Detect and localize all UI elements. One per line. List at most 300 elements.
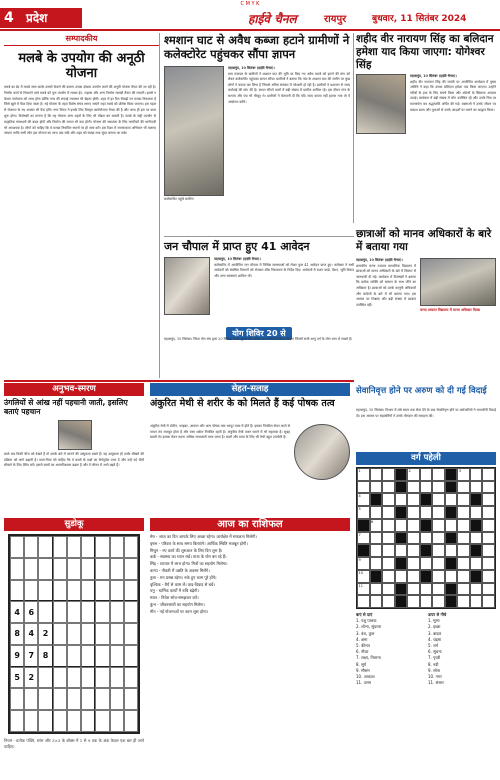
crossword-cell — [470, 532, 483, 545]
crossword-cell — [432, 532, 445, 545]
issue-date: बुधवार, 11 सितंबर 2024 — [372, 14, 467, 24]
sudoku-cell — [24, 536, 38, 558]
editorial-label: सम्पादकीय — [4, 33, 159, 46]
editorial-body: मलबे का ढेर में मलबे जमा करके उनको फेंकने की बजाय उनका दोबारा उपयोग करने की अनूठी योजना तैयार की जा रही है। निर्माण कार्य से निकलने वाले मलबे को पुनः उपयोग में लाकर ईंट, टाइल्स और अन्य निर्माण सामग्री तैयार की जाएगी। इससे न केवल पर्यावरण को लाभ होगा बल्कि नगर की सफाई व्यवस्था भी बेहतर होगी। शहर में हर दिन सैकड़ों टन मलबा निकलता है जिसे खुले में फेंक दिया जाता है। नई योजना के तहत विशेष संयंत्र लगाए जाएंगे जहां मलबे को प्रोसेस किया जाएगा। इस पहल से रोजगार के नए अवसर भी पैदा होंगे। नगर निगम ने इसके लिए विस्तृत कार्ययोजना तैयार की है और जल्द ही इस पर काम शुरू होगा। विशेषज्ञों का मानना है कि यह योजना अन्य शहरों के लिए भी मॉडल बन सकती है। मलबे के सही उपयोग से प्राकृतिक संसाधनों की बचत होगी और निर्माण की लागत भी कम होगी। योजना की सफलता के लिए नागरिकों की भागीदारी भी आवश्यक है। लोगों को चाहिए कि वे मलबा निर्धारित स्थानों पर ही जमा करें। इस दिशा में जागरूकता अभियान भी चलाया जाएगा ताकि सभी लोग इस योजना का लाभ उठा सकें और शहर को स्वच्छ तथा सुंदर बनाया जा सके। — [4, 85, 156, 136]
sudoku-cell — [10, 688, 24, 710]
crossword-cell — [470, 493, 483, 506]
crossword-cell — [407, 532, 420, 545]
crossword-cell — [445, 595, 458, 608]
sudoku-cell — [53, 536, 67, 558]
story-students-body — [356, 258, 416, 378]
crossword-cell — [382, 570, 395, 583]
sudoku-cell — [110, 558, 124, 580]
crossword-clue: 8. सूर्य — [356, 661, 367, 667]
sudoku-cell — [10, 558, 24, 580]
story-cremation-body — [228, 66, 350, 234]
crossword-cell — [470, 468, 483, 481]
story-headline: जन चौपाल में प्राप्त हुए 41 आवेदन — [164, 240, 310, 253]
crossword-cell — [370, 570, 383, 583]
rashi-item: तुला - मन प्रसन्न रहेगा। रुके हुए काम पूरे होंगे। — [150, 574, 217, 580]
sudoku-cell — [53, 601, 67, 623]
story-photo — [164, 257, 210, 315]
story-body: ग्राम पंचायत के ग्रामीणों ने श्मशान घाट की भूमि पर किए गए अवैध कब्जे को हटाने की मांग को लेकर कलेक्टोरेट पहुंचकर ज्ञापन सौंपा। ग्रामीणों ने बताया कि गांव के श्मशान घाट की जमीन पर कुछ लोगों ने कब्जा कर लिया है जिससे अंतिम संस्कार में परेशानी हो रही है। ग्रामीणों ने प्रशासन से जल्द कार्रवाई की मांग की है। ज्ञापन सौंपने वालों में बड़ी संख्या में ग्रामीण शामिल रहे। इस दौरान गांव के सरपंच और पंच भी मौजूद थे। ग्रामीणों ने चेतावनी दी कि यदि जल्द कब्जा नहीं हटाया गया तो वे आंदोलन करेंगे। — [228, 71, 350, 104]
sudoku-cell — [110, 623, 124, 645]
photo-caption: कन्या उच्चतर विद्यालय में मानव अधिकार दिवस — [420, 308, 481, 312]
sudoku-cell: 4 — [10, 601, 24, 623]
crossword-cell — [432, 481, 445, 494]
crossword-cell — [432, 557, 445, 570]
crossword-cell — [370, 583, 383, 596]
crossword-cell — [432, 506, 445, 519]
crossword-cell — [482, 544, 495, 557]
rashi-item: मेष - आज का दिन आपके लिए अच्छा रहेगा। कार्यक्षेत्र में सफलता मिलेगी। — [150, 534, 257, 539]
sudoku-cell: 8 — [10, 623, 24, 645]
crossword-cell — [370, 481, 383, 494]
crossword-clue: 5. कीमत — [356, 643, 370, 649]
crossword-clue: 5. धर्म — [428, 643, 438, 649]
crossword-cell — [457, 557, 470, 570]
crossword-cell — [407, 506, 420, 519]
crossword-cell — [482, 557, 495, 570]
sudoku-cell — [110, 688, 124, 710]
health-body: अंकुरित मेथी में प्रोटीन, फाइबर, आयरन और अन्य पोषक तत्व भरपूर मात्रा में होते हैं। इसका नियमित सेवन करने से पाचन तंत्र मजबूत होता है और रक्त शर्करा नियंत्रित रहती है। अंकुरित मेथी वजन घटाने में भी सहायक है। सुबह खाली पेट इसका सेवन करना अधिक लाभकारी माना जाता है। बालों और त्वचा के लिए भी मेथी बहुत उपयोगी है। — [150, 424, 290, 440]
story-seminar — [356, 386, 496, 396]
sudoku-cell: 4 — [24, 623, 38, 645]
crossword-clue: 1. मूल्य — [428, 618, 440, 624]
sudoku-cell — [38, 667, 52, 689]
crossword-cell — [407, 481, 420, 494]
crossword-cell — [445, 519, 458, 532]
sudoku-cell — [81, 710, 95, 732]
rashi-item: वृषभ - परिवार के साथ समय बिताएंगे। आर्थिक स्थिति मजबूत होगी। — [150, 540, 248, 546]
down-title: ऊपर से नीचे — [428, 612, 447, 617]
sudoku-cell: 2 — [24, 667, 38, 689]
crossword-cell — [420, 519, 433, 532]
sudoku-cell — [110, 601, 124, 623]
story-headline: सेवानिवृत्त होने पर अरुण को दी गई विदाई — [356, 386, 487, 396]
crossword-cell: 3 — [457, 468, 470, 481]
crossword-cell — [382, 468, 395, 481]
story-dateline: महासमुंद, 10 सितंबर (हाईवे चैनल)। — [228, 66, 275, 70]
crossword-cell — [445, 468, 458, 481]
crossword-cell — [470, 595, 483, 608]
sudoku-cell — [81, 558, 95, 580]
masthead — [0, 8, 500, 28]
sudoku-cell: 9 — [10, 645, 24, 667]
crossword-cell — [395, 595, 408, 608]
crossword-cell — [395, 544, 408, 557]
story-dateline: महासमुंद, 10 सितंबर (हाईवे चैनल)। — [356, 258, 403, 262]
sudoku-cell — [124, 710, 138, 732]
crossword-clue: 4. चंद्रमा — [428, 636, 442, 642]
section-name: प्रदेश — [25, 11, 48, 25]
crossword-title: वर्ग पहेली — [356, 452, 496, 465]
sudoku-cell — [24, 710, 38, 732]
story-yoga-body: महासमुंद, 10 सितंबर। जिला योग संघ द्वारा 20 सितंबर से नि:शुल्क योग शिविर का आयोजन किया जाएगा जिसमें सभी आयु वर्ग के लोग भाग ले सकते हैं। — [164, 337, 353, 341]
sudoku-cell — [95, 623, 109, 645]
opinion-column — [4, 398, 144, 416]
rashifal-title: आज का राशिफल — [150, 518, 350, 531]
story-martyr — [356, 33, 496, 72]
crossword-cell — [482, 570, 495, 583]
section-box — [0, 8, 82, 28]
crossword-cell — [420, 481, 433, 494]
crossword-clue: 8. नदी — [428, 661, 439, 667]
sudoku-cell — [53, 580, 67, 602]
sudoku-cell — [81, 688, 95, 710]
crossword-cell — [382, 557, 395, 570]
crossword-clue: 11. उत्तम — [356, 680, 371, 686]
health-headline: अंकुरित मेथी से शरीर के को मिलते हैं कई पोषक तत्व — [150, 398, 335, 409]
crossword-cell — [420, 532, 433, 545]
crossword-cell — [407, 557, 420, 570]
sudoku-cell — [95, 710, 109, 732]
sudoku-cell — [10, 536, 24, 558]
crossword-cell — [432, 493, 445, 506]
crossword-cell — [457, 493, 470, 506]
sudoku-cell: 6 — [24, 601, 38, 623]
sudoku-cell — [81, 580, 95, 602]
crossword-cell — [482, 595, 495, 608]
editorial-column — [4, 33, 160, 378]
crossword-cell — [382, 506, 395, 519]
crossword-cell — [407, 493, 420, 506]
rashi-item: वृश्चिक - धैर्य से काम लें। वाद-विवाद से बचें। — [150, 581, 215, 587]
sudoku-cell — [110, 667, 124, 689]
crossword-cell — [470, 570, 483, 583]
rashi-item: सिंह - व्यापार में लाभ होगा। मित्रों का सहयोग मिलेगा। — [150, 561, 228, 567]
sudoku-cell — [81, 536, 95, 558]
crossword-cell — [445, 506, 458, 519]
story-headline: शहीद वीर नारायण सिंह का बलिदान हमेशा याद किया जाएगा: योगेश्वर सिंह — [356, 33, 494, 71]
crossword-cell — [382, 544, 395, 557]
city-name: रायपुर — [324, 14, 347, 25]
crossword-cell: 11 — [357, 583, 370, 596]
sudoku-cell — [81, 667, 95, 689]
sudoku-cell — [53, 710, 67, 732]
crossword-cell — [445, 544, 458, 557]
sudoku-cell — [38, 558, 52, 580]
story-headline: श्मशान घाट से अवैध कब्जा हटाने ग्रामीणों ने कलेक्टोरेट पहुंचकर सौंपा ज्ञापन — [164, 33, 350, 61]
story-body: शासकीय कन्या उच्चतर माध्यमिक विद्यालय में छात्राओं को मानव अधिकारों के बारे में विस्तार से जानकारी दी गई। कार्यक्रम में विशेषज्ञों ने बताया कि प्रत्येक व्यक्ति को सम्मान के साथ जीने का अधिकार है। छात्राओं को उनके कानूनी अधिकारों और कर्तव्यों के बारे में भी बताया गया। इस अवसर पर शिक्षक और बड़ी संख्या में छात्राएं उपस्थित रहीं। — [356, 263, 416, 307]
sudoku-cell — [124, 536, 138, 558]
crossword-cell — [457, 595, 470, 608]
crossword-cell — [482, 519, 495, 532]
sudoku-cell — [67, 536, 81, 558]
sudoku-cell — [95, 558, 109, 580]
crossword-cell — [470, 481, 483, 494]
crossword-cell — [432, 570, 445, 583]
sudoku-title: सुडोकू — [4, 518, 144, 531]
crossword-cell — [457, 583, 470, 596]
crossword-cell — [395, 570, 408, 583]
sudoku-cell — [124, 558, 138, 580]
story-photo — [164, 66, 224, 196]
color-strip: C M Y K — [240, 1, 260, 7]
crossword-cell — [395, 532, 408, 545]
crossword-clue: 10. आकाश — [356, 674, 375, 680]
sudoku-cell — [124, 580, 138, 602]
crossword-cell — [357, 595, 370, 608]
crossword-cell — [432, 595, 445, 608]
crossword-clue: 1. पशु पालक — [356, 618, 377, 624]
crossword-cell — [482, 468, 495, 481]
story-body: शहीद वीर नारायण सिंह की जयंती पर आयोजित कार्यक्रम में मुख्य अतिथि ने कहा कि उनका बलिदान हमेशा याद किया जाएगा। उन्होंने गरीबों के हक के लिए संघर्ष किया और अंग्रेजों के खिलाफ आवाज उठाई। कार्यक्रम में बड़ी संख्या में लोग उपस्थित रहे और उनके चित्र पर माल्यार्पण कर श्रद्धांजलि अर्पित की गई। वक्ताओं ने उनके जीवन पर प्रकाश डाला और युवाओं से उनके आदर्शों पर चलने का आह्वान किया। — [410, 79, 496, 112]
crossword-cell: 7 — [357, 532, 370, 545]
crossword-cell — [382, 583, 395, 596]
sudoku-cell — [124, 667, 138, 689]
crossword-cell — [395, 583, 408, 596]
photo-caption: कलेक्टोरेट पहुंचे ग्रामीण — [164, 197, 194, 201]
crossword-cell: 1 — [357, 468, 370, 481]
rashi-item: कर्क - स्वास्थ्य का ध्यान रखें। यात्रा के योग बन रहे हैं। — [150, 554, 227, 560]
crossword-cell — [420, 506, 433, 519]
crossword-cell — [482, 583, 495, 596]
sudoku-cell — [110, 580, 124, 602]
crossword-cell — [382, 595, 395, 608]
sudoku-cell — [95, 688, 109, 710]
crossword-cell — [457, 532, 470, 545]
story-dateline: महासमुंद, 10 सितंबर (हाईवे चैनल)। — [410, 74, 457, 78]
crossword-cell: 10 — [357, 570, 370, 583]
crossword-cell — [420, 595, 433, 608]
sudoku-cell — [38, 580, 52, 602]
crossword-cell — [407, 570, 420, 583]
crossword-clue: 3. बादल — [428, 630, 442, 636]
crossword-across — [356, 612, 426, 778]
brand-logo: हाईवे चैनल — [248, 12, 297, 26]
crossword-cell — [470, 557, 483, 570]
crossword-clue: 4. क्षमा — [356, 636, 368, 642]
story-cremation — [164, 33, 350, 61]
health-column — [150, 398, 350, 409]
sudoku-cell — [24, 558, 38, 580]
crossword-cell — [370, 544, 383, 557]
crossword-cell — [482, 493, 495, 506]
opinion-label: अनुभव-स्मरण — [4, 383, 144, 396]
story-dateline: महासमुंद, 10 सितंबर (हाईवे चैनल)। — [214, 257, 261, 261]
story-chaupal-body — [214, 257, 354, 317]
crossword-cell — [407, 519, 420, 532]
story-martyr-body — [410, 74, 496, 224]
sudoku-cell: 5 — [10, 667, 24, 689]
crossword-cell — [370, 493, 383, 506]
crossword-clue: 6. नौका — [356, 649, 369, 655]
crossword-clue: 7. लक्ष्य, निशाना — [356, 655, 381, 661]
crossword-cell — [407, 583, 420, 596]
crossword-clue: 2. शोभा, सुंदरता — [356, 624, 382, 630]
page-number: 4 — [4, 10, 14, 26]
crossword-cell — [445, 583, 458, 596]
sudoku-cell — [38, 601, 52, 623]
crossword-cell — [482, 506, 495, 519]
crossword-cell — [382, 532, 395, 545]
sudoku-cell — [53, 623, 67, 645]
fenugreek-photo — [294, 424, 350, 480]
story-photo — [420, 258, 496, 306]
crossword-clue: 9. मौसम — [356, 667, 370, 673]
crossword-cell — [470, 583, 483, 596]
story-students — [356, 228, 496, 254]
sudoku-cell — [67, 710, 81, 732]
crossword-clue: 11. संसार — [428, 680, 444, 686]
crossword-cell: 4 — [357, 493, 370, 506]
sudoku-cell — [124, 645, 138, 667]
sudoku-cell — [67, 623, 81, 645]
sudoku-cell — [67, 558, 81, 580]
crossword-down — [428, 612, 496, 778]
crossword-cell — [432, 468, 445, 481]
sudoku-cell — [10, 710, 24, 732]
sudoku-cell: 7 — [24, 645, 38, 667]
sudoku-cell — [124, 601, 138, 623]
story-headline: योग शिविर 20 से — [226, 327, 291, 340]
rashifal-list — [150, 534, 350, 778]
crossword-cell — [370, 557, 383, 570]
crossword-clue: 9. सोना — [428, 667, 441, 673]
crossword-clue: 7. पृथ्वी — [428, 655, 441, 661]
rashi-item: मीन - नई योजनाओं पर काम शुरू होगा। — [150, 608, 209, 614]
sudoku-cell — [95, 580, 109, 602]
editorial-title: मलबे के उपयोग की अनूठी योजना — [18, 51, 145, 81]
crossword-clue: 6. सूचना — [428, 649, 442, 655]
across-title: बाएं से दाएं — [356, 612, 373, 617]
crossword-grid — [356, 467, 496, 609]
crossword-cell — [407, 544, 420, 557]
crossword-cell — [357, 519, 370, 532]
crossword-cell — [407, 595, 420, 608]
crossword-cell — [420, 468, 433, 481]
crossword-cell — [470, 506, 483, 519]
story-chaupal — [164, 240, 354, 254]
rashi-item: धनु - धार्मिक कार्यों में रुचि बढ़ेगी। — [150, 588, 199, 594]
crossword-cell — [370, 468, 383, 481]
crossword-cell — [457, 506, 470, 519]
crossword-cell — [370, 506, 383, 519]
crossword-cell — [432, 544, 445, 557]
sudoku-cell: 2 — [38, 623, 52, 645]
crossword-cell — [420, 583, 433, 596]
crossword-cell — [470, 544, 483, 557]
crossword-cell — [432, 519, 445, 532]
sudoku-cell — [67, 580, 81, 602]
crossword-cell — [382, 481, 395, 494]
crossword-cell — [370, 532, 383, 545]
crossword-clue: 10. नगर — [428, 674, 442, 680]
sudoku-cell — [24, 688, 38, 710]
crossword-cell — [395, 506, 408, 519]
sudoku-cell — [10, 580, 24, 602]
crossword-cell — [420, 570, 433, 583]
sudoku-cell — [110, 710, 124, 732]
crossword-cell — [445, 493, 458, 506]
crossword-cell — [445, 481, 458, 494]
crossword-cell — [395, 481, 408, 494]
crossword-cell — [445, 557, 458, 570]
sudoku-cell — [53, 688, 67, 710]
sudoku-cell — [124, 623, 138, 645]
crossword-cell — [470, 519, 483, 532]
crossword-cell — [357, 481, 370, 494]
crossword-cell — [457, 519, 470, 532]
crossword-cell — [395, 519, 408, 532]
crossword-cell — [382, 519, 395, 532]
sudoku-cell — [53, 558, 67, 580]
crossword-cell — [445, 532, 458, 545]
author-photo — [58, 420, 92, 450]
sudoku-cell — [95, 667, 109, 689]
crossword-cell: 2 — [407, 468, 420, 481]
story-headline: छात्राओं को मानव अधिकारों के बारे में बताया गया — [356, 228, 492, 253]
sudoku-cell — [67, 688, 81, 710]
rashi-item: मकर - निवेश सोच-समझकर करें। — [150, 595, 199, 601]
sudoku-cell — [81, 601, 95, 623]
sudoku-cell: 8 — [38, 645, 52, 667]
sudoku-cell — [53, 645, 67, 667]
sudoku-cell — [24, 580, 38, 602]
crossword-clue: 2. इच्छा — [428, 624, 441, 630]
crossword-cell — [395, 468, 408, 481]
crossword-clue: 3. वंश, कुल — [356, 630, 375, 636]
rashi-item: कुंभ - जीवनसाथी का सहयोग मिलेगा। — [150, 601, 205, 607]
sudoku-cell — [110, 536, 124, 558]
crossword-cell — [395, 493, 408, 506]
crossword-cell — [432, 583, 445, 596]
health-label: सेहत-सलाह — [150, 383, 350, 396]
masthead-rule — [0, 29, 500, 31]
rashi-item: कन्या - नौकरी में उन्नति के अवसर मिलेंगे। — [150, 567, 210, 573]
crossword-cell — [482, 481, 495, 494]
crossword-cell — [445, 570, 458, 583]
crossword-cell: 5 — [357, 506, 370, 519]
crossword-cell: 6 — [370, 519, 383, 532]
crossword-cell — [482, 532, 495, 545]
sudoku-cell — [67, 667, 81, 689]
sudoku-rules: नियम - प्रत्येक पंक्ति, स्तंभ और 3×3 के बॉक्स में 1 से 9 तक के अंक केवल एक बार ही आने चाहिए। — [4, 738, 144, 749]
story-seminar-body: महासमुंद, 10 सितंबर। विभाग में लंबे समय तक सेवा देने के बाद सेवानिवृत्त होने पर कर्मचारियों ने भावभीनी विदाई दी। इस अवसर पर सहकर्मियों ने उनके योगदान की सराहना की। — [356, 408, 496, 418]
crossword-cell — [357, 544, 370, 557]
crossword-cell — [382, 493, 395, 506]
crossword-cell — [457, 481, 470, 494]
sudoku-cell — [81, 645, 95, 667]
sudoku-cell — [124, 688, 138, 710]
crossword-cell — [420, 557, 433, 570]
crossword-cell — [457, 570, 470, 583]
crossword-cell — [420, 493, 433, 506]
sudoku-cell — [95, 536, 109, 558]
sudoku-grid — [8, 534, 140, 734]
crossword-cell — [457, 544, 470, 557]
rashi-item: मिथुन - नए कार्य की शुरुआत के लिए दिन शुभ है। — [150, 547, 223, 553]
story-photo — [356, 74, 406, 134]
sudoku-cell — [53, 667, 67, 689]
sudoku-cell — [67, 601, 81, 623]
crossword-cell — [395, 557, 408, 570]
sudoku-cell — [95, 645, 109, 667]
sudoku-cell — [38, 710, 52, 732]
sudoku-cell — [81, 623, 95, 645]
sudoku-cell — [95, 601, 109, 623]
crossword-cell — [370, 595, 383, 608]
sudoku-cell — [110, 645, 124, 667]
opinion-body: बच्चे जब किसी चीज को देखते हैं तो उसके बारे में जानने की उत्सुकता रखते हैं। यह उत्सुकता ही उनके सीखने की प्रक्रिया को आगे बढ़ाती है। माता-पिता को चाहिए कि वे बच्चों के प्रश्नों का धैर्यपूर्वक उत्तर दें और उन्हें नई चीजें सीखने के लिए प्रेरित करें। इससे बच्चों का आत्मविश्वास बढ़ता है और वे जीवन में आगे बढ़ते हैं। — [4, 452, 144, 468]
sudoku-cell — [67, 645, 81, 667]
crossword-cell — [420, 544, 433, 557]
sudoku-cell — [38, 536, 52, 558]
crossword-cell: 9 — [357, 557, 370, 570]
sudoku-cell — [38, 688, 52, 710]
story-body: कलेक्टोरेट में आयोजित जन चौपाल में विभिन्न समस्याओं को लेकर कुल 41 आवेदन प्राप्त हुए। कलेक्टर ने सभी आवेदनों को संबंधित विभागों को भेजकर शीघ्र निराकरण के निर्देश दिए। आवेदनों में राशन कार्ड, पेंशन, भूमि विवाद और अन्य समस्याएं शामिल थीं। — [214, 262, 354, 278]
